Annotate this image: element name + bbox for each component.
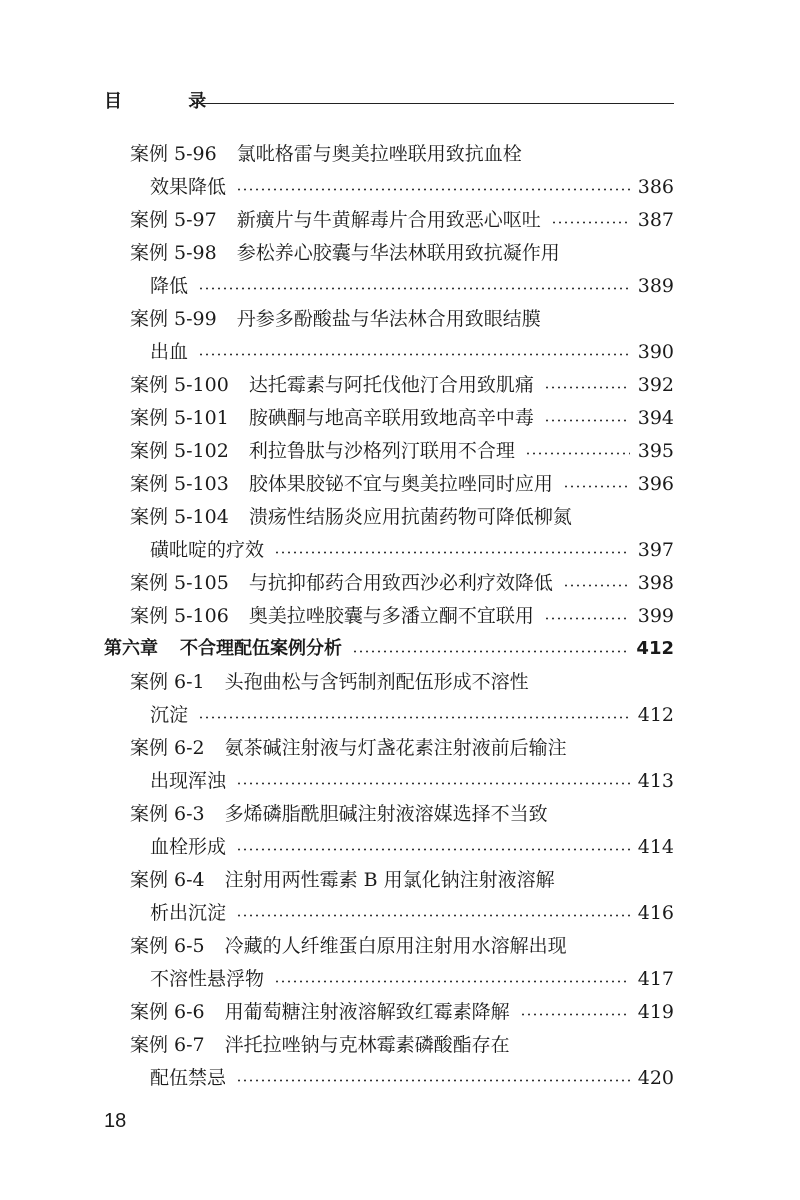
page-ref: 397 bbox=[637, 539, 674, 561]
dot-leader bbox=[525, 452, 630, 455]
dot-leader bbox=[563, 485, 630, 488]
entry-title: 胶体果胶铋不宜与奥美拉唑同时应用 bbox=[248, 473, 553, 495]
page-ref: 420 bbox=[637, 1067, 674, 1089]
page-ref: 414 bbox=[637, 836, 674, 858]
entry-title: 氯吡格雷与奥美拉唑联用致抗血栓 bbox=[236, 143, 522, 165]
entry-title: 不溶性悬浮物 bbox=[150, 968, 265, 990]
dot-leader bbox=[544, 386, 630, 389]
entry-title: 丹参多酚酸盐与华法林合用致眼结膜 bbox=[236, 308, 541, 330]
entry-title: 效果降低 bbox=[150, 176, 227, 198]
toc-entry-continuation bbox=[150, 965, 674, 993]
case-label: 案例 5-106 bbox=[130, 605, 229, 627]
page-ref: 392 bbox=[637, 374, 674, 396]
toc-entry bbox=[130, 800, 674, 828]
case-label: 案例 6-2 bbox=[130, 737, 205, 759]
case-label: 案例 5-100 bbox=[130, 374, 229, 396]
page-ref: 419 bbox=[637, 1001, 674, 1023]
entry-title: 配伍禁忌 bbox=[150, 1067, 227, 1089]
case-label: 案例 5-102 bbox=[130, 440, 229, 462]
entry-title: 磺吡啶的疗效 bbox=[150, 539, 265, 561]
toc-entry-continuation bbox=[150, 1064, 674, 1092]
entry-title: 氨茶碱注射液与灯盏花素注射液前后输注 bbox=[224, 737, 567, 759]
toc-entry bbox=[130, 734, 674, 762]
dot-leader bbox=[198, 716, 630, 719]
toc-entry-continuation bbox=[150, 899, 674, 927]
page-ref: 413 bbox=[637, 770, 674, 792]
dot-leader bbox=[198, 287, 630, 290]
case-label: 案例 6-5 bbox=[130, 935, 205, 957]
dot-leader bbox=[236, 782, 630, 785]
dot-leader bbox=[198, 353, 630, 356]
case-label: 案例 5-97 bbox=[130, 209, 217, 231]
dot-leader bbox=[520, 1013, 630, 1016]
page-ref: 396 bbox=[637, 473, 674, 495]
toc-entry-continuation bbox=[150, 272, 674, 300]
dot-leader bbox=[274, 980, 630, 983]
entry-title: 血栓形成 bbox=[150, 836, 227, 858]
dot-leader bbox=[274, 551, 630, 554]
page-ref: 416 bbox=[637, 902, 674, 924]
dot-leader bbox=[544, 617, 630, 620]
entry-title: 奥美拉唑胶囊与多潘立酮不宜联用 bbox=[248, 605, 534, 627]
case-label: 案例 5-101 bbox=[130, 407, 229, 429]
dot-leader bbox=[236, 1079, 630, 1082]
case-label: 案例 5-98 bbox=[130, 242, 217, 264]
entry-title: 新癀片与牛黄解毒片合用致恶心呕吐 bbox=[236, 209, 541, 231]
header-title: 目 录 bbox=[104, 91, 237, 112]
page-ref: 399 bbox=[637, 605, 674, 627]
case-label: 案例 6-6 bbox=[130, 1001, 205, 1023]
entry-title: 降低 bbox=[150, 275, 189, 297]
chapter-label: 第六章 bbox=[104, 638, 158, 659]
toc-entry-continuation bbox=[150, 833, 674, 861]
dot-leader bbox=[236, 848, 630, 851]
entry-title: 多烯磷脂酰胆碱注射液溶媒选择不当致 bbox=[224, 803, 548, 825]
chapter-entry bbox=[104, 635, 674, 663]
entry-title: 溃疡性结肠炎应用抗菌药物可降低柳氮 bbox=[248, 506, 572, 528]
page-ref: 417 bbox=[637, 968, 674, 990]
entry-title: 达托霉素与阿托伐他汀合用致肌痛 bbox=[248, 374, 534, 396]
page-ref: 386 bbox=[637, 176, 674, 198]
toc-entry-continuation bbox=[150, 173, 674, 201]
case-label: 案例 5-99 bbox=[130, 308, 217, 330]
dot-leader bbox=[352, 650, 628, 653]
page-ref: 390 bbox=[637, 341, 674, 363]
toc-entry bbox=[130, 470, 674, 498]
case-label: 案例 6-3 bbox=[130, 803, 205, 825]
entry-title: 胺碘酮与地高辛联用致地高辛中毒 bbox=[248, 407, 534, 429]
page-number: 18 bbox=[104, 1110, 127, 1132]
case-label: 案例 5-103 bbox=[130, 473, 229, 495]
entry-title: 用葡萄糖注射液溶解致红霉素降解 bbox=[224, 1001, 510, 1023]
entry-title: 泮托拉唑钠与克林霉素磷酸酯存在 bbox=[224, 1034, 510, 1056]
case-label: 案例 5-104 bbox=[130, 506, 229, 528]
entry-title: 利拉鲁肽与沙格列汀联用不合理 bbox=[248, 440, 515, 462]
toc-entry-continuation bbox=[150, 338, 674, 366]
dot-leader bbox=[544, 419, 630, 422]
case-label: 案例 6-4 bbox=[130, 869, 205, 891]
toc-entry bbox=[130, 668, 674, 696]
entry-title: 头孢曲松与含钙制剂配伍形成不溶性 bbox=[224, 671, 529, 693]
page-ref: 387 bbox=[637, 209, 674, 231]
toc-entry bbox=[130, 866, 674, 894]
case-label: 案例 5-96 bbox=[130, 143, 217, 165]
entry-title: 冷藏的人纤维蛋白原用注射用水溶解出现 bbox=[224, 935, 567, 957]
entry-title: 析出沉淀 bbox=[150, 902, 227, 924]
case-label: 案例 5-105 bbox=[130, 572, 229, 594]
dot-leader bbox=[563, 584, 630, 587]
case-label: 案例 6-1 bbox=[130, 671, 205, 693]
toc-entry bbox=[130, 239, 674, 267]
toc-entry-continuation bbox=[150, 701, 674, 729]
entry-title: 出现浑浊 bbox=[150, 770, 227, 792]
toc-entry bbox=[130, 503, 674, 531]
toc-entry bbox=[130, 371, 674, 399]
dot-leader bbox=[236, 914, 630, 917]
toc-entry bbox=[130, 437, 674, 465]
toc-entry bbox=[130, 569, 674, 597]
entry-title: 沉淀 bbox=[150, 704, 189, 726]
toc-entry bbox=[130, 1031, 674, 1059]
page-ref: 395 bbox=[637, 440, 674, 462]
toc-entry bbox=[130, 305, 674, 333]
entry-title: 不合理配伍案例分析 bbox=[180, 638, 342, 659]
dot-leader bbox=[236, 188, 630, 191]
entry-title: 与抗抑郁药合用致西沙必利疗效降低 bbox=[248, 572, 553, 594]
toc-entry bbox=[130, 932, 674, 960]
page-ref: 398 bbox=[637, 572, 674, 594]
toc-entry bbox=[130, 602, 674, 630]
case-label: 案例 6-7 bbox=[130, 1034, 205, 1056]
entry-title: 参松养心胶囊与华法林联用致抗凝作用 bbox=[236, 242, 560, 264]
toc-entry bbox=[130, 206, 674, 234]
page-ref: 394 bbox=[637, 407, 674, 429]
dot-leader bbox=[551, 221, 630, 224]
entry-title: 出血 bbox=[150, 341, 189, 363]
page-ref: 389 bbox=[637, 275, 674, 297]
toc-entry-continuation bbox=[150, 536, 674, 564]
page-ref: 412 bbox=[636, 638, 674, 659]
toc-entry-continuation bbox=[150, 767, 674, 795]
page-ref: 412 bbox=[637, 704, 674, 726]
toc-entry bbox=[130, 998, 674, 1026]
toc-entry bbox=[130, 404, 674, 432]
entry-title: 注射用两性霉素 B 用氯化钠注射液溶解 bbox=[224, 869, 555, 891]
toc-entry bbox=[130, 140, 674, 168]
